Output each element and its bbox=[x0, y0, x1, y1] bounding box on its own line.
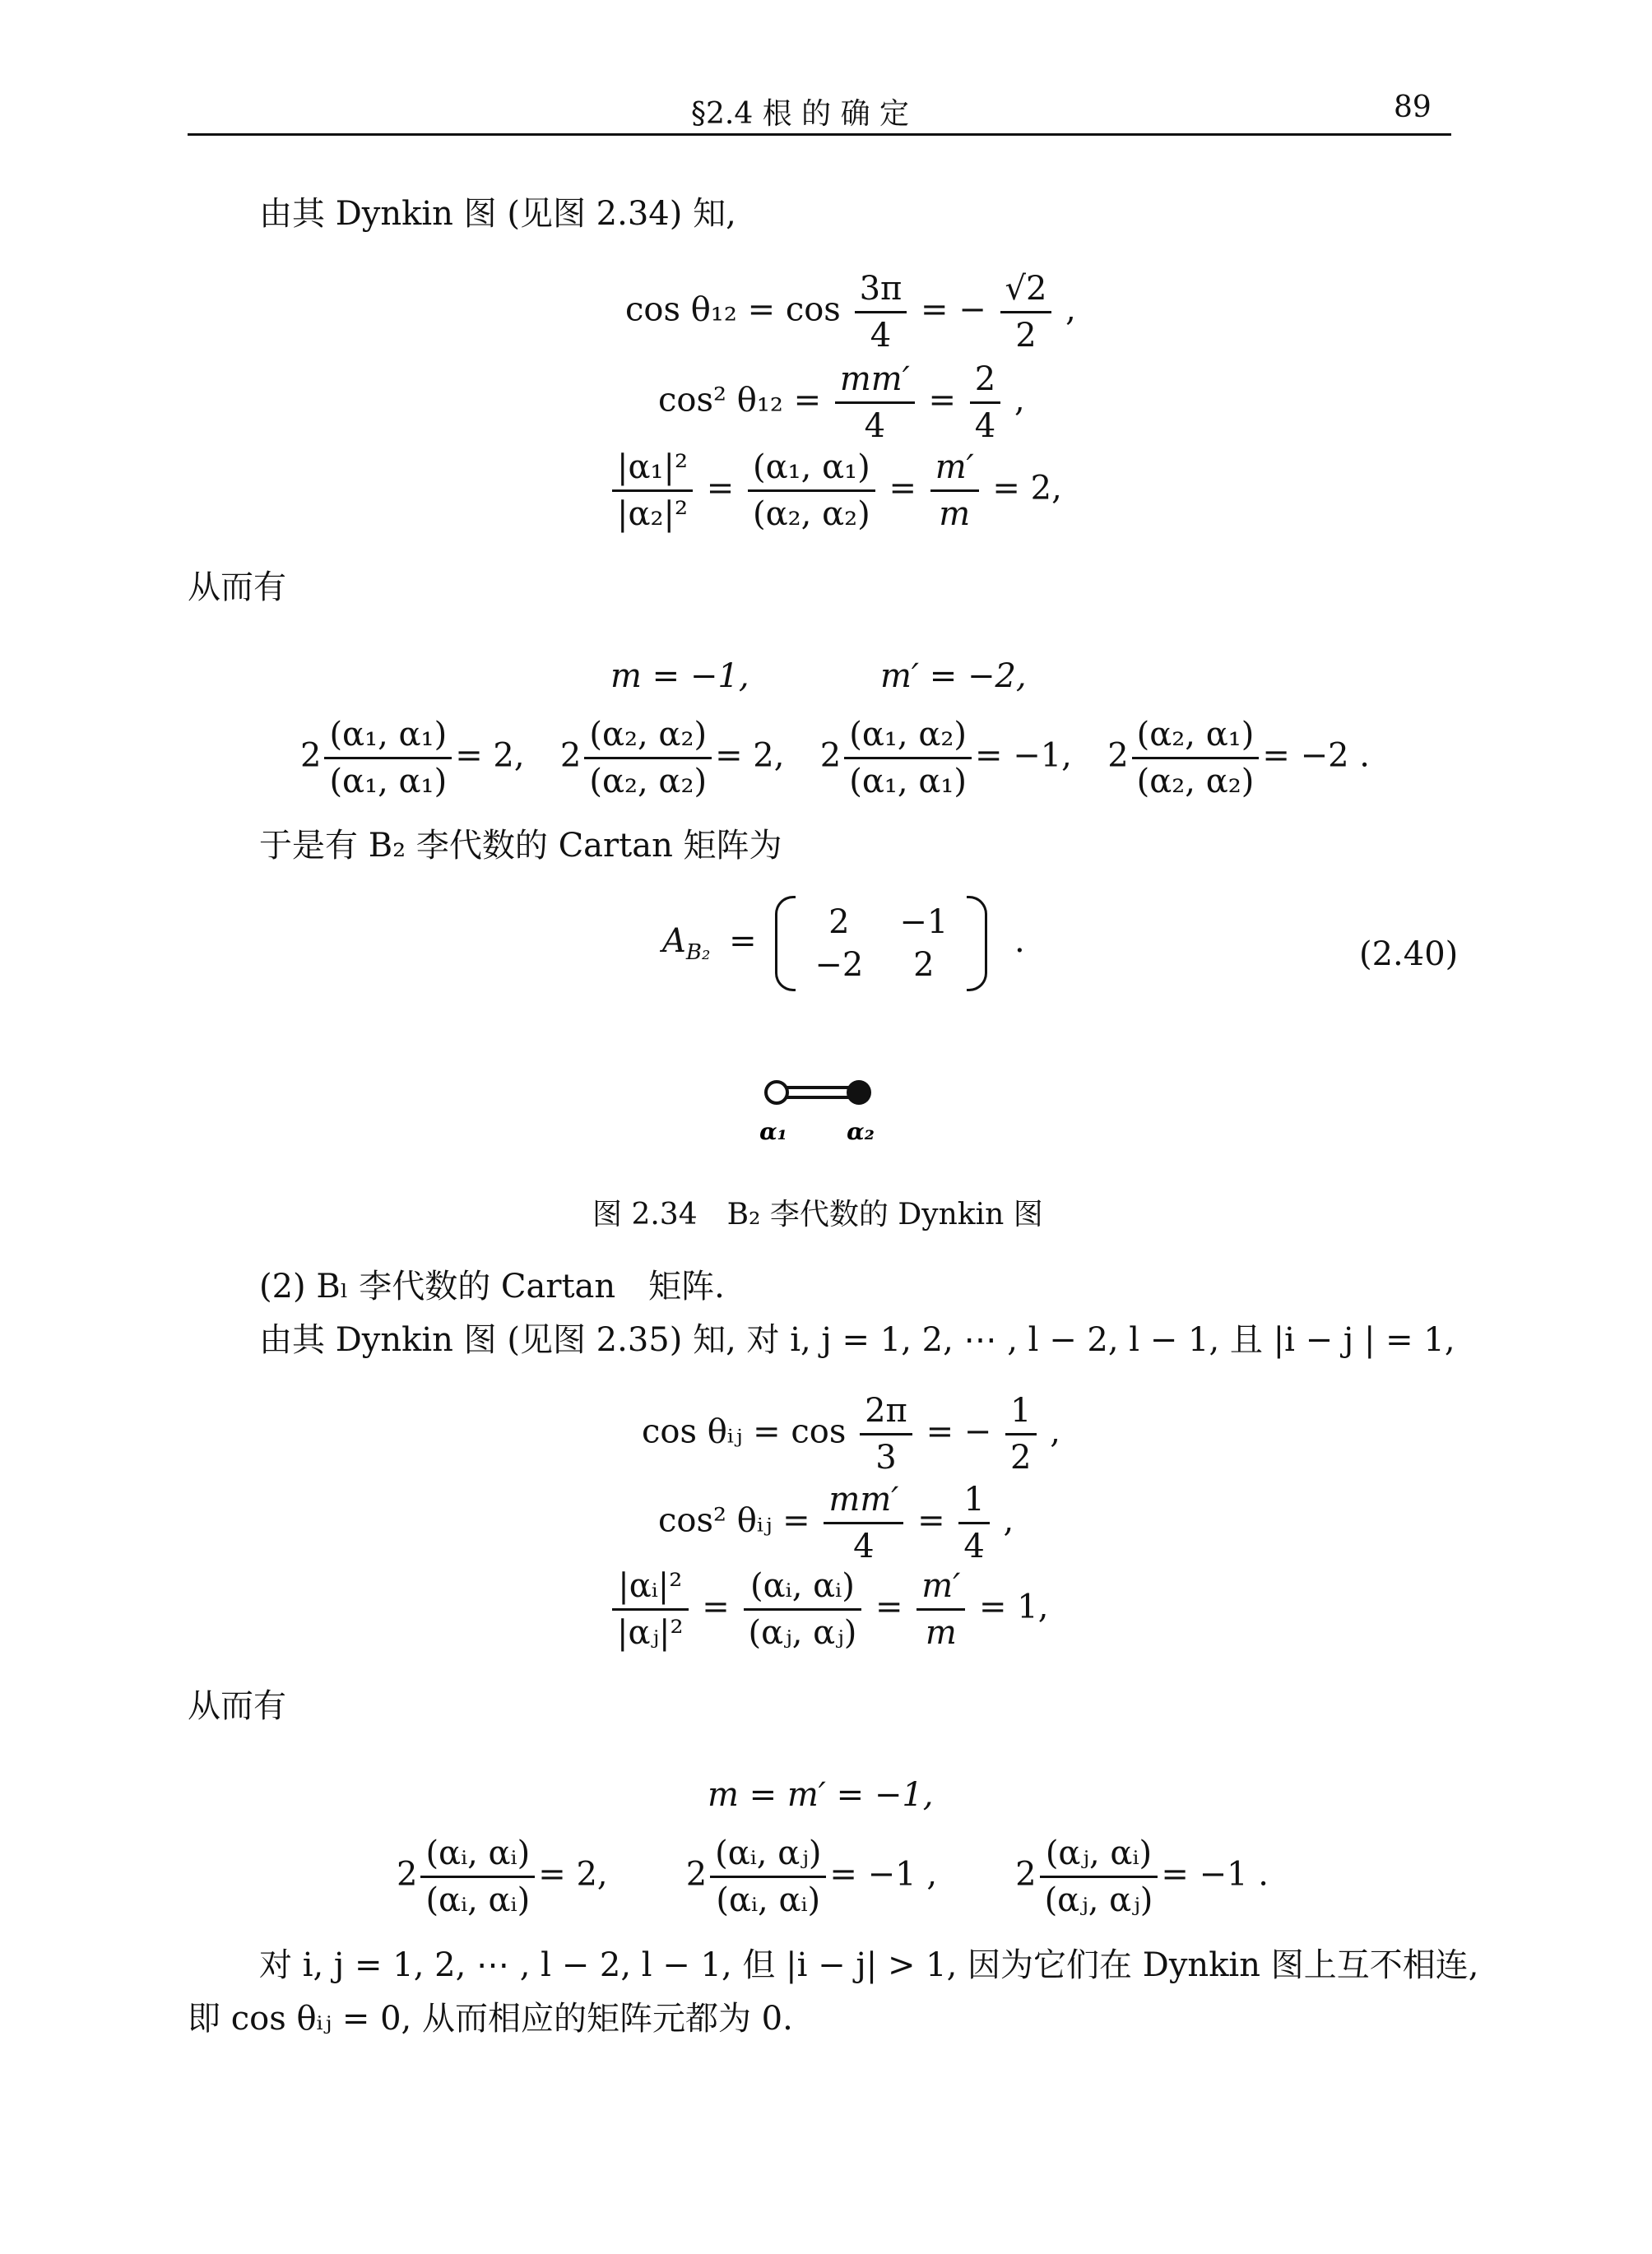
numerator: (αᵢ, αⱼ) bbox=[710, 1834, 826, 1878]
denominator: (α₂, α₂) bbox=[1136, 763, 1255, 800]
eq-op: = bbox=[706, 469, 735, 508]
numerator: (αⱼ, αᵢ) bbox=[1040, 1834, 1158, 1878]
denominator: 4 bbox=[963, 1528, 985, 1565]
paragraph-nonadjacent: 对 i, j = 1, 2, ⋯ , l − 2, l − 1, 但 |i − j| > 1, 因为它们在 Dynkin 图上互不相连, bbox=[259, 1946, 1479, 1984]
equation-cos-theta12 bbox=[625, 270, 1076, 355]
eq-lhs: cos² θᵢⱼ = bbox=[658, 1501, 810, 1540]
denominator: (αᵢ, αᵢ) bbox=[425, 1881, 531, 1919]
cartan-entries-bl bbox=[397, 1834, 1269, 1919]
cartan-entry bbox=[1015, 1834, 1269, 1919]
coefficient: 2 bbox=[685, 1855, 708, 1894]
dynkin-label-alpha1: α₁ bbox=[759, 1118, 787, 1145]
equation-m: m = −1, bbox=[610, 657, 749, 695]
cartan-entry bbox=[820, 716, 1072, 800]
matrix-cell: 2 bbox=[913, 946, 935, 984]
entry-value: = −1 , bbox=[829, 1855, 938, 1894]
fraction bbox=[710, 1834, 826, 1919]
fraction bbox=[420, 1834, 535, 1919]
header-rule bbox=[188, 133, 1451, 136]
paragraph-bl-intro: 由其 Dynkin 图 (见图 2.35) 知, 对 i, j = 1, 2, ⋯ , l − 2, l − 1, 且 |i − j | = 1, bbox=[259, 1321, 1455, 1359]
eq-op: = bbox=[875, 1588, 903, 1626]
eq-op: = bbox=[917, 1501, 945, 1540]
equation-length-ratio-b2 bbox=[609, 448, 1062, 533]
fraction bbox=[930, 448, 979, 533]
numerator: 1 bbox=[1005, 1392, 1036, 1435]
equation-number: (2.40) bbox=[1359, 935, 1459, 973]
cartan-entry bbox=[560, 716, 785, 800]
denominator: (αⱼ, αⱼ) bbox=[1044, 1881, 1153, 1919]
left-paren bbox=[775, 896, 796, 991]
equation-cos2-theta12 bbox=[658, 360, 1025, 445]
fraction bbox=[1000, 270, 1052, 355]
equation-m-bl: m = m′ = −1, bbox=[708, 1776, 934, 1814]
denominator: 2 bbox=[1015, 317, 1037, 355]
paragraph-dynkin-intro: 由其 Dynkin 图 (见图 2.34) 知, bbox=[259, 195, 736, 233]
denominator: m bbox=[939, 495, 971, 533]
cartan-entry bbox=[1107, 716, 1370, 800]
fraction bbox=[970, 360, 1000, 445]
dynkin-node-long-root bbox=[766, 1082, 787, 1103]
numerator: (α₁, α₁) bbox=[324, 716, 452, 759]
denominator: 4 bbox=[864, 407, 886, 445]
numerator: mm′ bbox=[824, 1481, 903, 1524]
eq-op: = bbox=[889, 469, 916, 508]
cartan-entry bbox=[686, 1834, 937, 1919]
denominator: |α₂|² bbox=[617, 495, 689, 533]
coefficient: 2 bbox=[397, 1855, 418, 1894]
fraction bbox=[958, 1481, 989, 1565]
eq-lhs: cos² θ₁₂ = bbox=[658, 381, 822, 420]
eq-tail: . bbox=[1014, 922, 1025, 960]
matrix-lhs: A bbox=[662, 922, 686, 960]
fraction bbox=[612, 1567, 689, 1652]
eq-op: = bbox=[729, 922, 757, 960]
numerator: 3π bbox=[855, 270, 907, 313]
entry-value: = 2, bbox=[455, 736, 525, 775]
eq-op: = bbox=[928, 381, 957, 420]
denominator: 4 bbox=[870, 317, 892, 355]
coefficient: 2 bbox=[300, 736, 322, 775]
matrix-lhs-sub: B₂ bbox=[685, 940, 711, 965]
denominator: 3 bbox=[875, 1439, 897, 1477]
equation-cartan-matrix-b2 bbox=[662, 901, 1025, 986]
numerator: mm′ bbox=[835, 360, 915, 404]
numerator: (α₁, α₂) bbox=[844, 716, 972, 759]
fraction bbox=[584, 716, 712, 800]
cartan-entry bbox=[300, 716, 525, 800]
equation-m-prime: m′ = −2, bbox=[880, 657, 1027, 695]
right-paren bbox=[967, 896, 987, 991]
coefficient: 2 bbox=[1015, 1855, 1037, 1894]
cartan-matrix bbox=[775, 901, 987, 986]
numerator: m′ bbox=[916, 1567, 965, 1611]
matrix-cell: −1 bbox=[899, 903, 949, 941]
denominator: (α₁, α₁) bbox=[849, 763, 967, 800]
numerator: |α₁|² bbox=[612, 448, 693, 492]
numerator: 1 bbox=[958, 1481, 989, 1524]
equation-cos2-thetaij bbox=[658, 1481, 1014, 1565]
eq-lhs: cos θᵢⱼ = cos bbox=[642, 1412, 847, 1451]
entry-value: = −1 . bbox=[1161, 1855, 1269, 1894]
equation-length-ratio-bl bbox=[609, 1567, 1048, 1652]
denominator: (αᵢ, αᵢ) bbox=[716, 1881, 821, 1919]
paragraph-cartan-b2: 于是有 B₂ 李代数的 Cartan 矩阵为 bbox=[259, 827, 782, 865]
running-header-section: §2.4 根 的 确 定 bbox=[691, 97, 910, 131]
eq-tail: = 1, bbox=[979, 1588, 1049, 1626]
entry-value: = 2, bbox=[538, 1855, 608, 1894]
coefficient: 2 bbox=[559, 736, 582, 775]
numerator: √2 bbox=[1000, 270, 1052, 313]
denominator: (αⱼ, αⱼ) bbox=[748, 1614, 857, 1652]
paragraph-zero-elements: 即 cos θᵢⱼ = 0, 从而相应的矩阵元都为 0. bbox=[188, 2000, 793, 2038]
numerator: (αᵢ, αᵢ) bbox=[420, 1834, 535, 1878]
entry-value: = 2, bbox=[715, 736, 785, 775]
denominator: 2 bbox=[1010, 1439, 1032, 1477]
fraction bbox=[916, 1567, 965, 1652]
denominator: (α₂, α₂) bbox=[589, 763, 708, 800]
dynkin-diagram-b2 bbox=[757, 1074, 889, 1156]
matrix-cell: 2 bbox=[828, 903, 850, 941]
eq-tail: , bbox=[1065, 290, 1076, 329]
fraction bbox=[744, 1567, 862, 1652]
denominator: 4 bbox=[974, 407, 996, 445]
numerator: (α₂, α₁) bbox=[1132, 716, 1260, 759]
numerator: (α₁, α₁) bbox=[748, 448, 875, 492]
fraction bbox=[1132, 716, 1260, 800]
numerator: 2 bbox=[970, 360, 1000, 404]
cartan-entries-b2 bbox=[300, 716, 1370, 800]
paragraph-hence-bl: 从而有 bbox=[188, 1687, 286, 1725]
fraction bbox=[824, 1481, 903, 1565]
fraction bbox=[612, 448, 693, 533]
subsection-bl-title: (2) Bₗ 李代数的 Cartan 矩阵. bbox=[259, 1268, 725, 1306]
fraction bbox=[748, 448, 875, 533]
eq-lhs: cos θ₁₂ = cos bbox=[625, 290, 841, 329]
coefficient: 2 bbox=[819, 736, 842, 775]
equation-cos-thetaij bbox=[642, 1392, 1060, 1477]
entry-value: = −1, bbox=[974, 736, 1072, 775]
eq-op: = − bbox=[921, 290, 986, 329]
numerator: m′ bbox=[930, 448, 979, 492]
eq-op: = − bbox=[926, 1412, 992, 1451]
numerator: 2π bbox=[860, 1392, 912, 1435]
fraction bbox=[324, 716, 452, 800]
numerator: (αᵢ, αᵢ) bbox=[744, 1567, 862, 1611]
denominator: 4 bbox=[853, 1528, 875, 1565]
eq-tail: , bbox=[1014, 381, 1025, 420]
eq-tail: , bbox=[1050, 1412, 1060, 1451]
denominator: m bbox=[925, 1614, 957, 1652]
matrix-cell: −2 bbox=[814, 946, 864, 984]
dynkin-node-short-root bbox=[847, 1080, 871, 1105]
eq-tail: = 2, bbox=[992, 469, 1062, 508]
fraction bbox=[835, 360, 915, 445]
fraction bbox=[844, 716, 972, 800]
fraction bbox=[855, 270, 907, 355]
paragraph-hence: 从而有 bbox=[188, 568, 286, 606]
entry-value: = −2 . bbox=[1262, 736, 1370, 775]
denominator: |αⱼ|² bbox=[617, 1614, 684, 1652]
cartan-entry bbox=[397, 1834, 608, 1919]
page-number: 89 bbox=[1394, 90, 1432, 124]
dynkin-label-alpha2: α₂ bbox=[847, 1118, 875, 1145]
eq-tail: , bbox=[1003, 1501, 1014, 1540]
denominator: (α₁, α₁) bbox=[329, 763, 448, 800]
denominator: (α₂, α₂) bbox=[753, 495, 870, 533]
coefficient: 2 bbox=[1107, 736, 1129, 775]
fraction bbox=[860, 1392, 912, 1477]
numerator: |αᵢ|² bbox=[612, 1567, 689, 1611]
figure-caption: 图 2.34 B₂ 李代数的 Dynkin 图 bbox=[592, 1198, 1043, 1231]
numerator: (α₂, α₂) bbox=[584, 716, 712, 759]
fraction bbox=[1040, 1834, 1158, 1919]
eq-op: = bbox=[702, 1588, 730, 1626]
fraction bbox=[1005, 1392, 1036, 1477]
